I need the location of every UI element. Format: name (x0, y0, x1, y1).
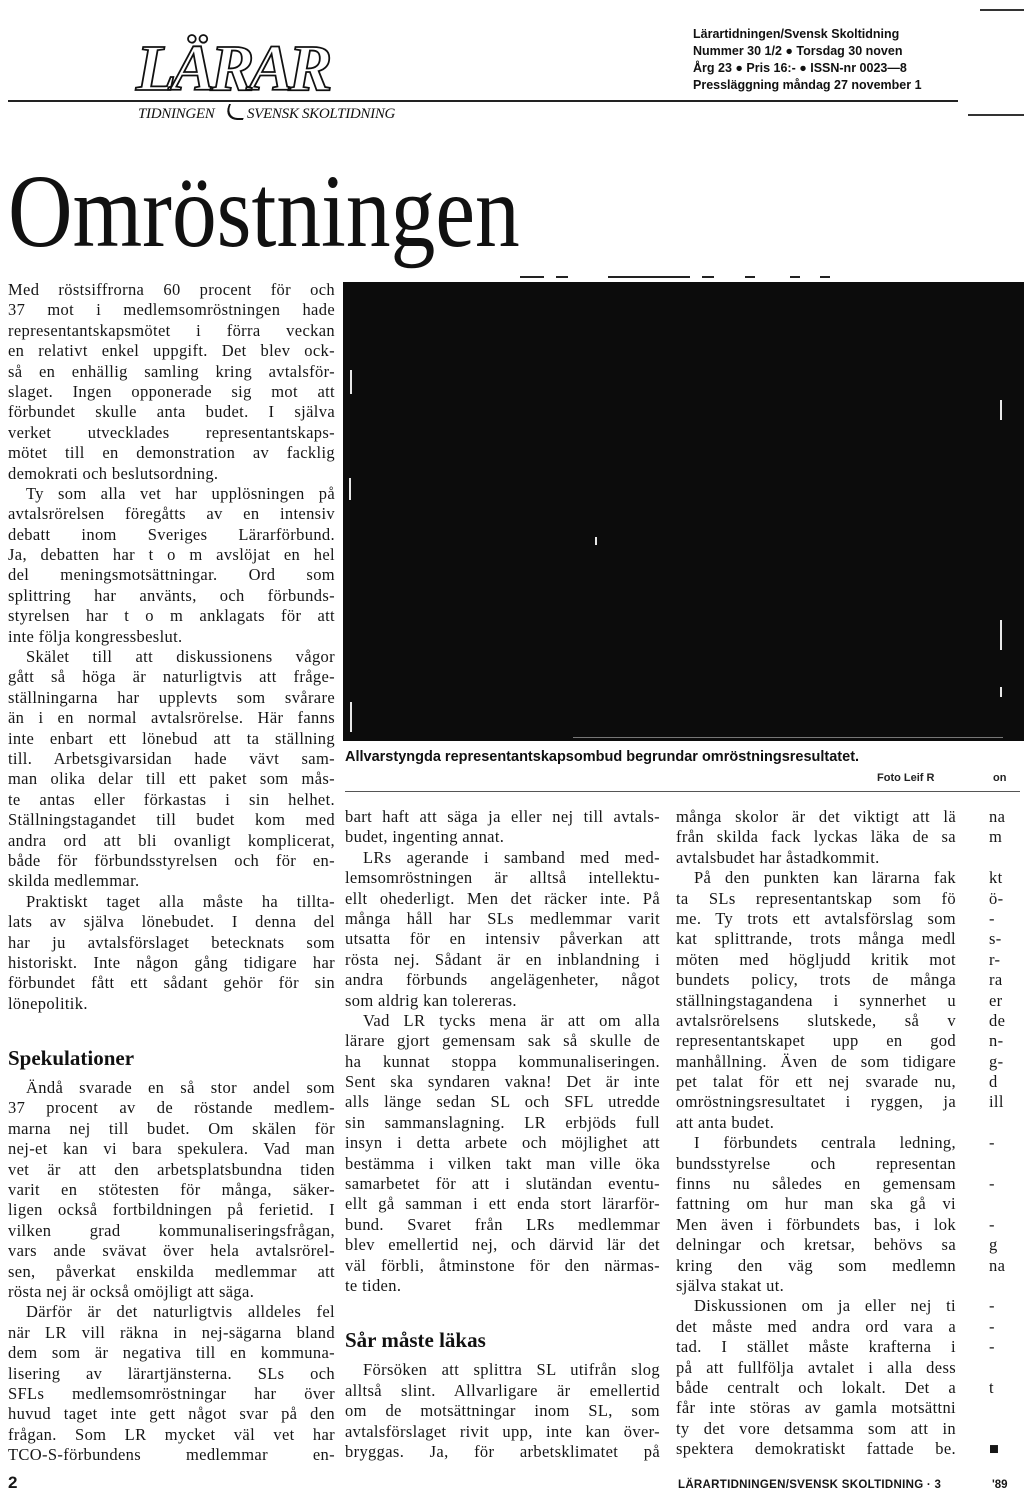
text-fragment (989, 1276, 1024, 1296)
paragraph (676, 1296, 956, 1459)
text-line: fattning om hur man ska gå vi (676, 1194, 956, 1214)
text-fragment: er (989, 990, 1003, 1010)
text-line: te antas eller förkastas i sin helhet. (8, 789, 335, 809)
text-line: representantskapet upp en god (676, 1031, 956, 1051)
text-line: bryggas. Ja, för arbetsklimatet på (345, 1441, 660, 1461)
text-line: nej-et kan vi bara spekulera. Vad man (8, 1139, 335, 1159)
text-line: lemsomröstningen är alltså intellektu- (345, 868, 660, 888)
text-line: demokrati och beslutsordning. (8, 463, 219, 483)
text-line: Vad LR tycks mena är att om alla (363, 1010, 660, 1030)
text-fragment: r- (989, 949, 1001, 969)
text-line: andra ord att bli ovanligt komplicerat, (8, 830, 335, 850)
photo-edge-mark (790, 276, 800, 278)
text-fragment: ö- (989, 888, 1004, 908)
text-line: Ändå svarade en så stor andel som (26, 1078, 335, 1098)
text-fragment: s- (989, 929, 1002, 949)
text-line: Sent ska syndaren vakna! Det är inte (345, 1072, 660, 1092)
text-line: lisering av lärartjänsterna. SLs och (8, 1363, 335, 1383)
text-line: blev emellertid nej, och därvid lär det (345, 1235, 660, 1255)
text-line: ellt gå samman i ett enda stort lärarför- (345, 1194, 660, 1214)
text-line: så en enhällig samling kring avtalsför- (8, 361, 335, 381)
photo-edge-mark (820, 276, 830, 278)
text-line: rösta nej är också omöjligt att säga. (8, 1281, 255, 1301)
text-line: avtalsrörelsen föregåtts av en intensiv (8, 504, 335, 524)
text-line: kat splittrande, trots många medl (676, 929, 956, 949)
paragraph (345, 848, 660, 1011)
text-fragment: g (989, 1235, 998, 1255)
text-line: spektera demokratiskt fattade be. (676, 1439, 956, 1459)
text-fragment: - (989, 1174, 995, 1194)
text-line: insyn i detta arbete och möjlighet att (345, 1133, 660, 1153)
text-line: bund. Svaret från LRs medlemmar (345, 1214, 660, 1234)
text-line: samarbetet för att i slutändan eventu- (345, 1174, 660, 1194)
text-line: ligen också fortbildningen på ferietid. I (8, 1200, 335, 1220)
text-line: alltså slint. Allvarligare är emellertid (345, 1380, 660, 1400)
text-line: 37 mot i medlemsomröstningen hade (8, 300, 335, 320)
text-line: rösta nej. Sådant är en inblandning i (345, 949, 660, 969)
text-line: skilda medlemmar. (8, 871, 140, 891)
text-line: delningar och kretsar, behövs sa (676, 1235, 956, 1255)
paragraph (345, 807, 660, 848)
text-line: Ja, debatten har t o m avslöjat en hel (8, 545, 335, 565)
text-line: både för förbundsstyrelsen och för en- (8, 850, 335, 870)
text-line: varit en stötesten för många, säker- (8, 1180, 335, 1200)
text-line: får inte störas av gamla motsättni (676, 1398, 956, 1418)
text-fragment (989, 1358, 1024, 1378)
logo-subtitle-left: TIDNINGEN (138, 106, 215, 122)
article-column-2 (345, 807, 660, 1462)
text-fragment: - (989, 1214, 995, 1234)
text-fragment (989, 1398, 1024, 1418)
text-line: splittring har använts, och förbunds- (8, 585, 335, 605)
text-line: dem som är negativa till en kommuna- (8, 1343, 335, 1363)
text-line: Med röstsiffrorna 60 procent för och (8, 280, 335, 299)
text-fragment: kt (989, 868, 1003, 888)
text-fragment: t (989, 1377, 994, 1397)
text-line: från skilda fack lyckas läka de sa (676, 827, 956, 847)
section-heading: Spekulationer (8, 1046, 135, 1071)
text-line: inte enbart ett lönebud att ta ställning (8, 728, 335, 748)
caption-rule (345, 791, 1020, 792)
paragraph (8, 647, 335, 892)
text-line: en relativt enkel uppgift. Det blev ock- (8, 341, 335, 361)
photo-scratch (350, 370, 352, 394)
cropped-column-fragments (989, 807, 1024, 1460)
paragraph (345, 1360, 660, 1462)
text-line: att anta budet. (676, 1112, 775, 1132)
section-heading: Sår måste läkas (345, 1328, 486, 1353)
text-line: lönepolitik. (8, 993, 88, 1013)
text-line: omröstningsresultatet i ryggen, ja (676, 1092, 956, 1112)
text-line: ställningstagandena i synnerhet u (676, 990, 956, 1010)
text-line: Ställningstagandet till budet kom med (8, 810, 335, 830)
photo-edge-mark (556, 276, 568, 278)
text-line: ställningarna har upplevts som svårare (8, 687, 335, 707)
text-line: Därför är det naturligtvis alldeles fel (26, 1302, 335, 1322)
text-fragment: na (989, 1255, 1006, 1275)
corner-rule-top (980, 9, 1024, 11)
text-line: många håll har SLs medlemmar varit (345, 908, 660, 928)
text-line: bart haft att säga ja eller nej till avtals- (345, 807, 660, 826)
text-line: tad. I stället måste krafterna i (676, 1337, 956, 1357)
logo-subtitle-right: SVENSK SKOLTIDNING (247, 106, 396, 122)
text-line: bundets policy, trots de många (676, 970, 956, 990)
text-line: man olika delar till ett paket som mås- (8, 769, 335, 789)
photo-scratch (350, 702, 352, 732)
text-line: me. Ty trots ett avtalsförslag som (676, 908, 956, 928)
text-line: slaget. Ingen opponerade sig mot att (8, 381, 335, 401)
text-fragment: ill (989, 1092, 1004, 1112)
text-line: andra förbunds angelägenheter, något (345, 970, 660, 990)
text-line: om de motsättningar inom SL, som (345, 1401, 660, 1421)
publication-logo: LÄRAR (136, 32, 328, 105)
text-line: alls länge sedan SL och SFL utredde (345, 1092, 660, 1112)
photo-scratch (349, 478, 351, 500)
headline: Omröstningen (8, 154, 520, 269)
page-number: 2 (8, 1473, 18, 1492)
article-column-1 (8, 280, 335, 1465)
paragraph (8, 484, 335, 647)
text-fragment: - (989, 1133, 995, 1153)
text-fragment: - (989, 1316, 995, 1336)
issue-info (693, 26, 922, 94)
text-line: förbundet fått ett sådant gehör för sin (8, 973, 335, 993)
text-line: del meningsmotsättningar. Ord som (8, 565, 335, 585)
text-line: sen, påverkat enskilda medlemmar att (8, 1261, 335, 1281)
paragraph (8, 892, 335, 1014)
text-line: avtalsrörelsens slutskede, så v (676, 1010, 956, 1030)
text-line: väl förbli, åtminstone för den närmas- (345, 1255, 660, 1275)
paragraph (8, 280, 335, 484)
text-line: själva stakat ut. (676, 1275, 785, 1295)
text-line: möten med högljudd kritik mot (676, 949, 956, 969)
text-line: LRs agerande i samband med med- (363, 847, 660, 867)
text-line: verket utvecklades representantskaps- (8, 422, 335, 442)
photo-credit: Foto Leif R (877, 772, 935, 784)
text-line: I förbundets centrala ledning, (694, 1133, 956, 1153)
text-line: pet talat för ett nej svarade nu, (676, 1072, 956, 1092)
text-line: ellt ohederligt. Men det räcker inte. På (345, 888, 660, 908)
article-column-3 (676, 807, 956, 1460)
text-line: sin sammanslagning. LR erbjöds full (345, 1112, 660, 1132)
text-line: kring den väg som medlemn (676, 1255, 956, 1275)
text-fragment (989, 1113, 1024, 1133)
text-line: gått så höga är naturligtvis att fråge- (8, 667, 335, 687)
text-fragment: na (989, 807, 1006, 826)
paragraph (345, 1011, 660, 1296)
issue-info-press-date: Pressläggning måndag 27 november 1 (693, 78, 922, 92)
text-line: avtalsbudet har åstadkommit. (676, 847, 880, 867)
text-fragment: - (989, 1296, 995, 1316)
logo-swoosh-icon (223, 104, 249, 120)
text-fragment: - (989, 1337, 995, 1357)
text-line: ta SLs representantskap som fö (676, 888, 956, 908)
text-fragment: de (989, 1010, 1006, 1030)
photo-caption: Allvarstyngda representantskapsombud begrundar omröstningsresultatet. (345, 749, 860, 765)
text-line: lärare gjort gemensam sak så skulle de (345, 1031, 660, 1051)
text-fragment (989, 1154, 1024, 1174)
text-line: ha kunnat stoppa kommunaliseringen. (345, 1051, 660, 1071)
text-line: styrelsen har t o m anklagats för att (8, 606, 335, 626)
photo-edge-mark (745, 276, 755, 278)
text-line: när LR vill räkna in nej-sägarna bland (8, 1322, 335, 1342)
text-fragment: ra (989, 970, 1003, 990)
text-line: Skälet till att diskussionens vågor (26, 647, 335, 667)
text-line: det måste med andra ord vara a (676, 1316, 956, 1336)
text-line: Försöken att splittra SL utifrån slog (363, 1360, 660, 1380)
text-line: vet är att den arbetsplatsbundna tiden (8, 1159, 335, 1179)
photo-scratch (1000, 687, 1002, 697)
text-line: många skolor är det viktigt att lä (676, 807, 956, 826)
text-line: ty det vore detsamma som att in (676, 1418, 956, 1438)
text-line: har ju avtalsförslaget betecknats som (8, 932, 335, 952)
photo-scratch (1000, 400, 1002, 420)
text-fragment (989, 848, 1024, 868)
text-fragment: - (989, 908, 995, 928)
text-line: både centralt och lokalt. Det a (676, 1377, 956, 1397)
text-fragment: ■ (989, 1439, 1000, 1459)
issue-info-number: Nummer 30 1/2 ● Torsdag 30 noven (693, 44, 903, 58)
news-photo (343, 282, 1024, 741)
text-line: Men även i förbundets bas, i lok (676, 1214, 956, 1234)
text-line: förbundet skulle anta budet. I själva (8, 402, 335, 422)
text-line: te tiden. (345, 1275, 402, 1295)
text-line: debatt inom Sveriges Lärarförbund. (8, 524, 335, 544)
text-line: huvud taget inte gett något svar på den (8, 1404, 335, 1424)
text-line: På den punkten kan lärarna fak (694, 868, 956, 888)
text-line: Praktiskt taget alla måste ha tillta- (26, 891, 335, 911)
text-line: bestämma i vilken takt man ville öka (345, 1153, 660, 1173)
text-line: som aldrig kan tolereras. (345, 990, 517, 1010)
photo-credit-fragment: on (993, 772, 1007, 784)
text-line: utsatta för en intensiv påverkan att (345, 929, 660, 949)
photo-edge-mark (702, 276, 714, 278)
text-line: historiskt. Inte någon gång tidigare har (8, 952, 335, 972)
text-fragment (989, 1419, 1024, 1439)
footer-year: '89 (992, 1479, 1008, 1491)
text-line: TCO-S-förbundens medlemmar en- (8, 1445, 335, 1465)
corner-rule-right (968, 114, 1024, 116)
paragraph (8, 1078, 335, 1302)
text-line: SFLs medlemsomröstningar har över (8, 1383, 335, 1403)
text-line: än i en normal avtalsrörelse. Här fanns (8, 708, 335, 728)
text-line: budet, ingenting annat. (345, 827, 505, 847)
photo-scratch (1000, 620, 1002, 650)
text-line: på att fullfölja avtalet i alla dess (676, 1357, 956, 1377)
text-line: vars ande svävat över hela avtalsrörel- (8, 1241, 335, 1261)
text-line: mötet till en demonstration av facklig (8, 443, 335, 463)
photo-edge-mark (608, 276, 690, 278)
text-line: till. Arbetsgivarsidan hade vävt sam- (8, 748, 335, 768)
paragraph (676, 807, 956, 868)
text-fragment: n- (989, 1031, 1004, 1051)
text-line: representantskapsmötet i förra veckan (8, 320, 335, 340)
text-line: marna nej till budet. Om skälen för (8, 1118, 335, 1138)
photo-scratch (573, 737, 1003, 738)
text-line: avtalsförslaget rivit upp, inte kan över- (345, 1421, 660, 1441)
photo-edge-mark (520, 276, 544, 278)
text-line: inte följa kongressbeslut. (8, 626, 183, 646)
text-line: vilken grad kommunaliseringsfrågan, (8, 1220, 335, 1240)
photo-scratch (595, 537, 597, 545)
text-fragment: g- (989, 1051, 1004, 1071)
text-fragment (989, 1194, 1024, 1214)
text-line: 37 procent av de röstande medlem- (8, 1098, 335, 1118)
text-line: lats av själva lönebudet. I denna del (8, 912, 335, 932)
text-line: manhållning. Även de som tidigare (676, 1051, 956, 1071)
text-line: finns nu således en gemensam (676, 1174, 956, 1194)
paragraph (8, 1302, 335, 1465)
text-line: bundsstyrelse och representan (676, 1153, 956, 1173)
text-line: Ty som alla vet har upplösningen på (26, 483, 335, 503)
issue-info-volume: Årg 23 ● Pris 16:- ● ISSN-nr 0023—8 (693, 61, 907, 75)
text-fragment: m (989, 827, 1003, 847)
issue-info-title: Lärartidningen/Svensk Skoltidning (693, 27, 900, 41)
paragraph (676, 1133, 956, 1296)
text-fragment: d (989, 1072, 998, 1092)
text-line: frågan. Som LR mycket väl vet har (8, 1424, 335, 1444)
paragraph (676, 868, 956, 1133)
footer-publication: LÄRARTIDNINGEN/SVENSK SKOLTIDNING · 3 (678, 1479, 942, 1491)
text-line: Diskussionen om ja eller nej ti (694, 1296, 956, 1316)
